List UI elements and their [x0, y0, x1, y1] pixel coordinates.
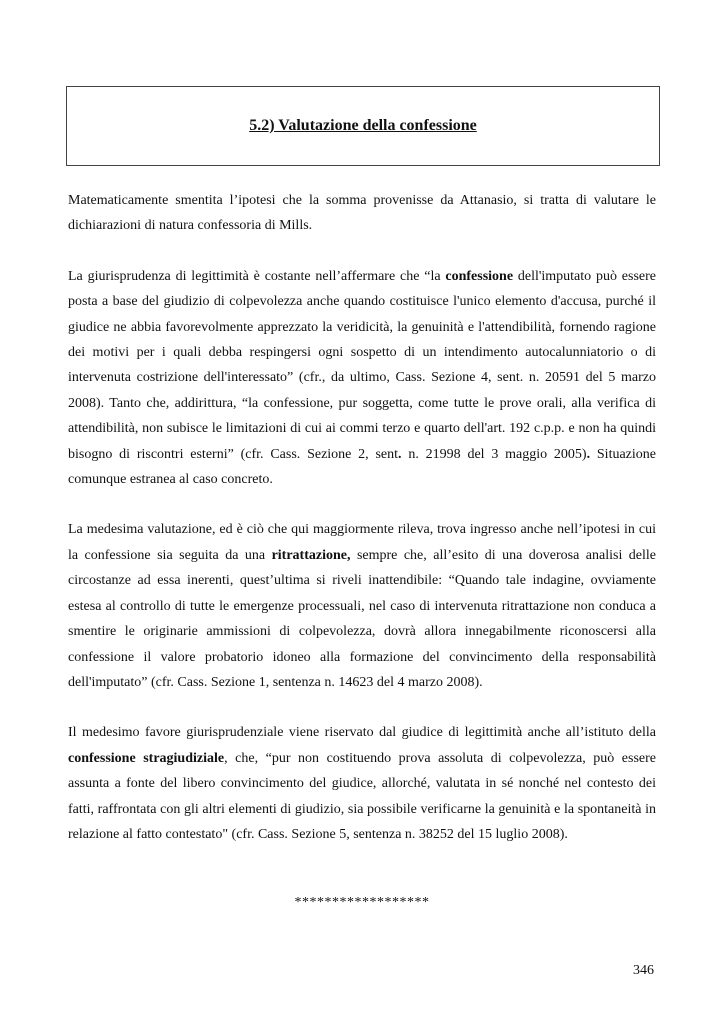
paragraph-3-bold-ritrattazione: ritrattazione,: [271, 547, 351, 563]
paragraph-2-bold-confessione: confessione: [445, 268, 514, 284]
paragraph-4-part-a: Il medesimo favore giurisprudenziale viene riservato dal giudice di legittimità anche all’istituto della: [68, 725, 656, 741]
paragraph-1: [68, 188, 656, 239]
paragraph-4-bold-confessione-stragiudiziale: confessione stragiudiziale: [68, 750, 225, 766]
page-number: 346: [633, 963, 654, 978]
document-body: [68, 188, 656, 872]
paragraph-4-part-c: , che, “pur non costituendo prova assoluta di colpevolezza, può essere assunta a fonte del libero convincimento del giudice, allorché, valutata in sé nonché nel contesto dei fatti, raffrontata con gli altri elementi di giudizio, sia possibile verificarne la genuinità e la spontaneità in relazione al fatto contestato" (cfr. Cass. Sezione 5, sentenza n. 38252 del 15 luglio 2008).: [68, 750, 657, 842]
paragraph-3: [68, 517, 656, 695]
paragraph-3-part-c: sempre che, all’esito di una doverosa analisi delle circostanze ad essa inerenti, quest’ultima si riveli inattendibile: “Quando tale indagine, ovviamente estesa al controllo di tutte le emergenze processuali, nel caso di intervenuta ritrattazione non conduca a smentire le originarie ammissioni di colpevolezza, dovrà allora innegabilmente riconoscersi alla confessione il valore probatorio idoneo alla formazione del convincimento della responsabilità dell'imputato” (cfr. Cass. Sezione 1, sentenza n. 14623 del 4 marzo 2008).: [68, 547, 656, 690]
paragraph-4: [68, 720, 656, 847]
paragraph-2-part-e: n. 21998 del 3 maggio 2005): [401, 446, 587, 462]
paragraph-2-part-c: dell'imputato può essere posta a base del giudizio di colpevolezza anche quando costituisce l'unico elemento d'accusa, purché il giudice ne abbia favorevolmente apprezzato la veridicità, la genuinità e l'attendibilità, fornendo ragione dei motivi per i quali debba respingersi ogni sospetto di un intendimento autocalunniatorio o di intervenuta costrizione dell'interessato” (cfr., da ultimo, Cass. Sezione 4, sent. n. 20591 del 5 marzo 2008). Tanto che, addirittura, “la confessione, pur soggetta, come tutte le prove orali, alla verifica di attendibilità, non subisce le limitazioni di cui ai commi terzo e quarto dell'art. 192 c.p.p. e non ha quindi bisogno di riscontri esterni” (cfr. Cass. Sezione 2, sent: [68, 268, 656, 462]
paragraph-3-part-a: La medesima valutazione, ed è ciò che qui maggiormente rileva, trova ingresso anche nell’ipotesi in cui la confessione sia seguita da una: [68, 522, 656, 563]
paragraph-2-part-a: La giurisprudenza di legittimità è costante nell’affermare che “la: [68, 268, 446, 284]
paragraph-2: [68, 264, 656, 493]
section-separator: ******************: [294, 895, 430, 910]
paragraph-2-part-g: Situazione comunque estranea al caso concreto.: [68, 446, 656, 488]
section-title-box: [66, 86, 660, 166]
paragraph-2-bold-dot: .: [398, 446, 402, 462]
section-title: 5.2) Valutazione della confessione: [249, 117, 477, 134]
paragraph-2-bold-period: .: [586, 446, 591, 462]
paragraph-1-text: Matematicamente smentita l’ipotesi che la somma provenisse da Attanasio, si tratta di valutare le dichiarazioni di natura confessoria di Mills.: [68, 193, 656, 234]
